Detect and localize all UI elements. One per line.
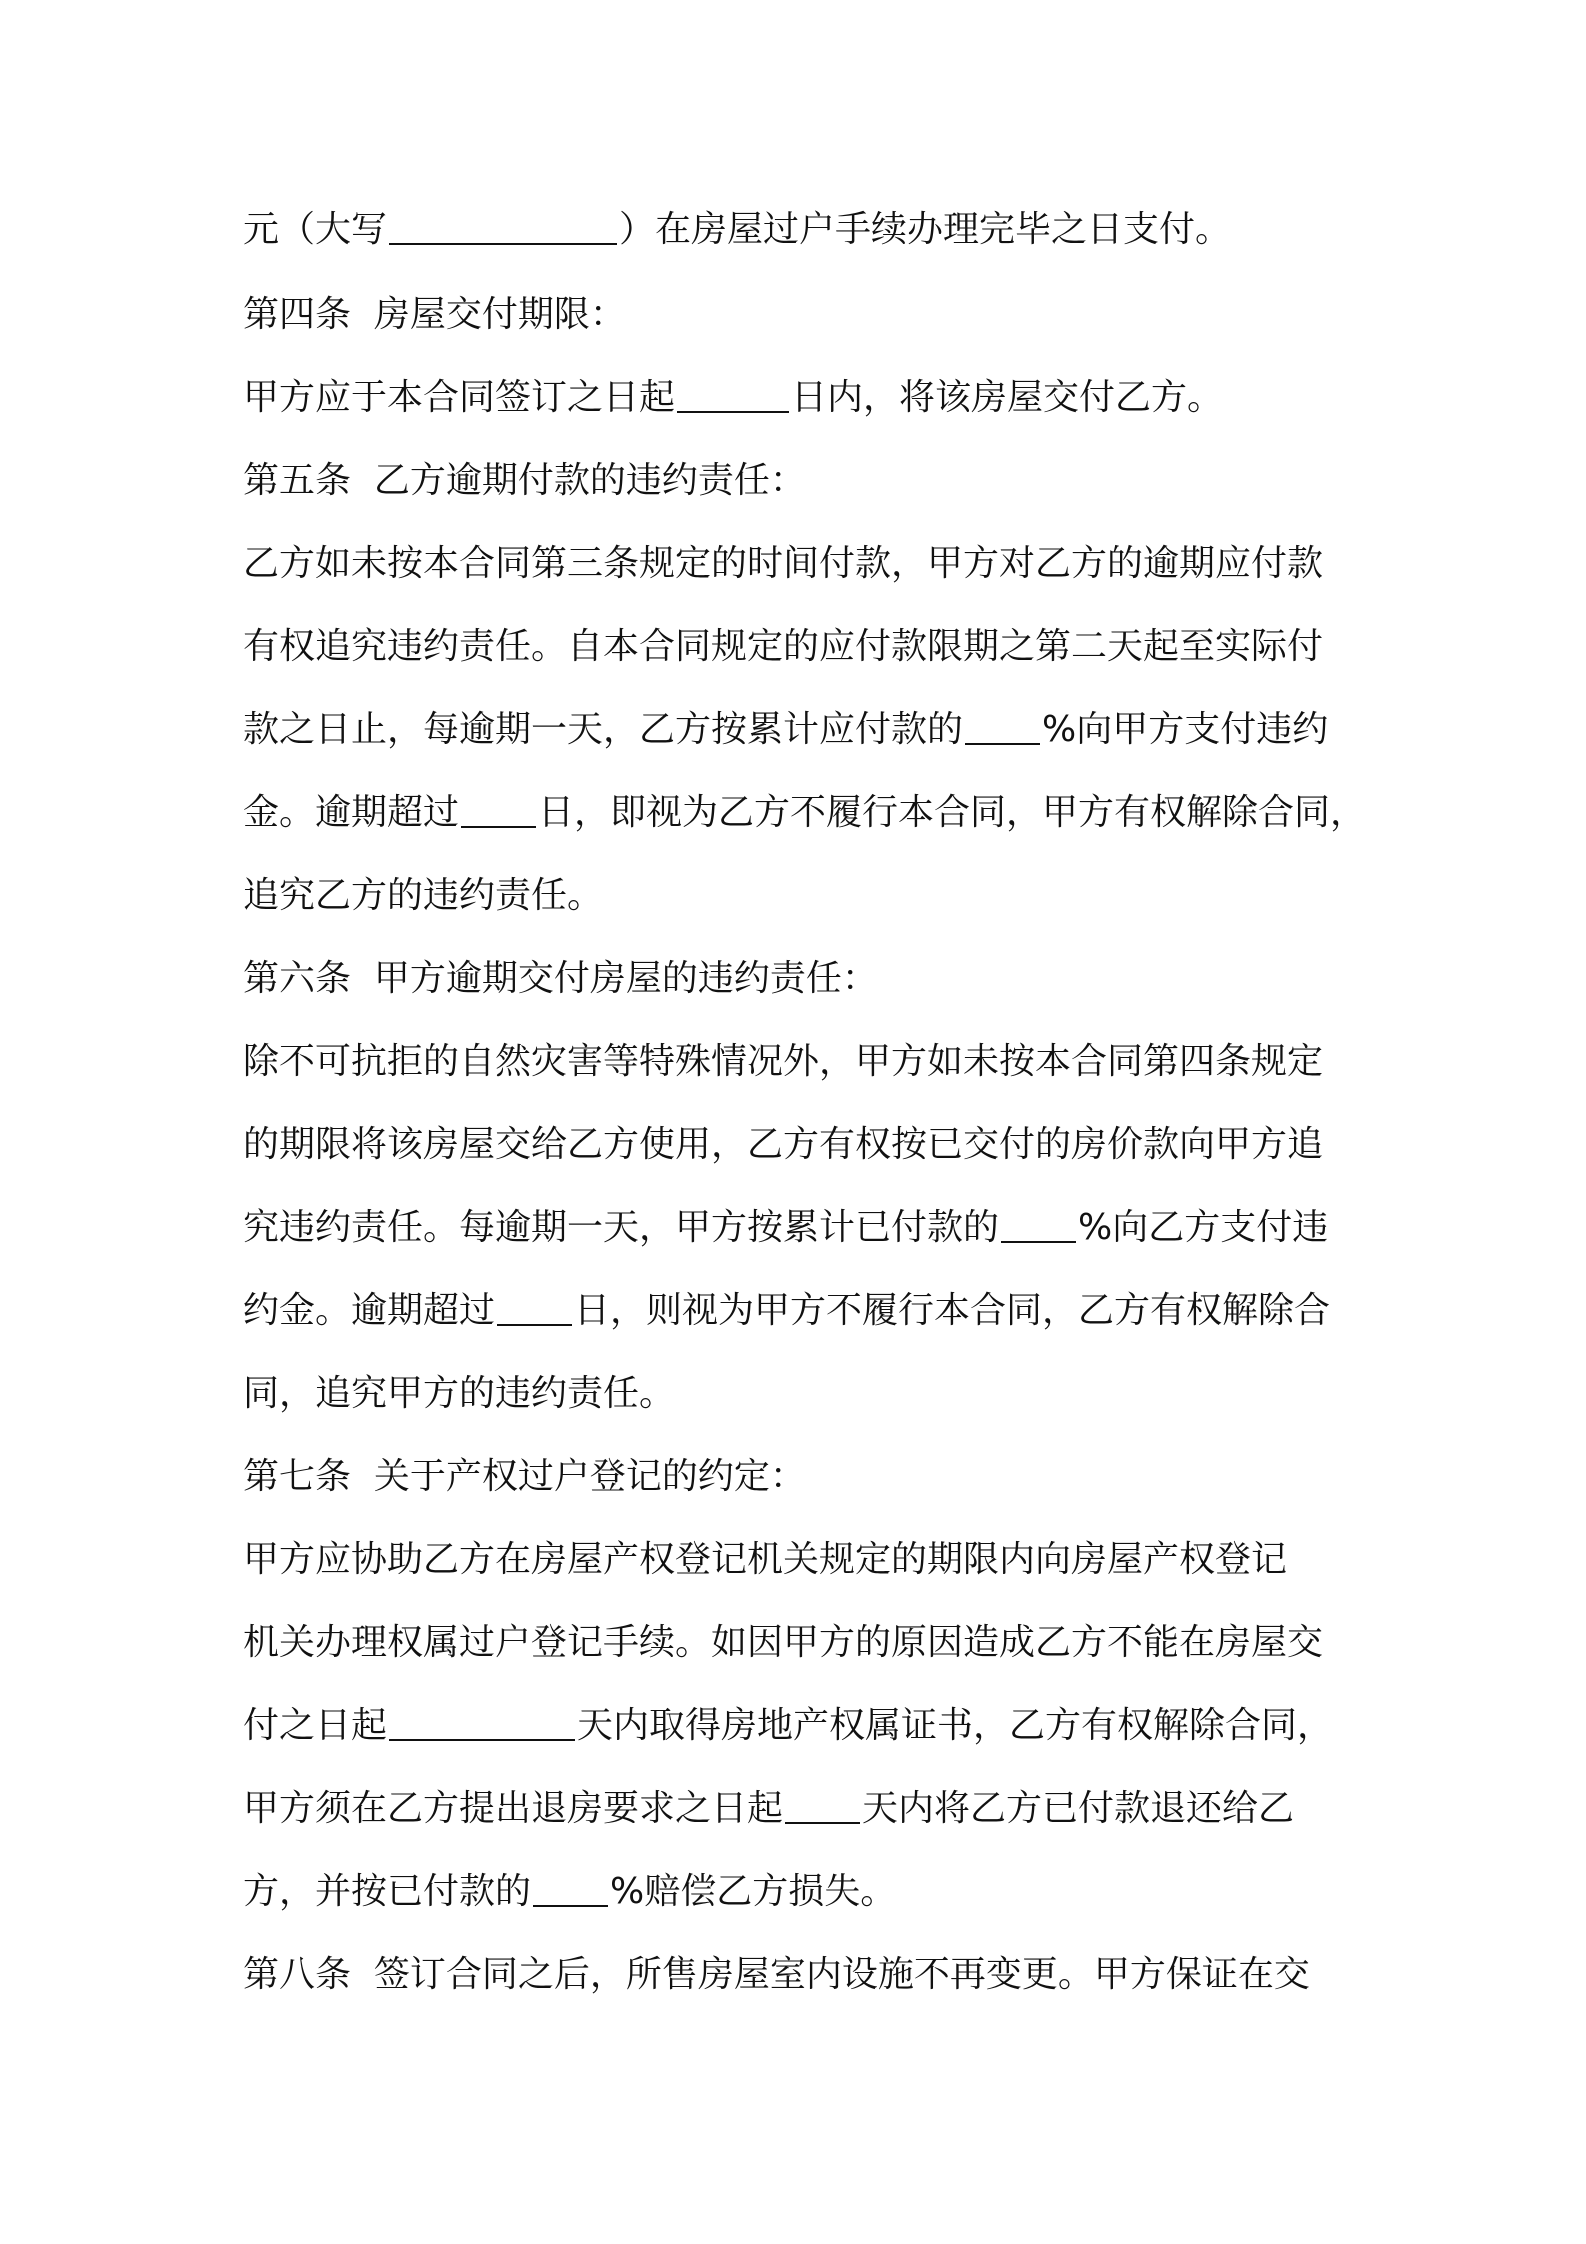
text-line: 元（大写 ）在房屋过户手续办理完毕之日支付。 xyxy=(243,209,1232,250)
text-line: 除不可抗拒的自然灾害等特殊情况外，甲方如未按本合同第四条规定 xyxy=(243,1041,1324,1082)
text-line: 的期限将该房屋交给乙方使用，乙方有权按已交付的房价款向甲方追 xyxy=(243,1124,1324,1165)
fill-in-blank xyxy=(785,1786,860,1824)
text-line: 乙方如未按本合同第三条规定的时间付款，甲方对乙方的逾期应付款 xyxy=(243,543,1324,584)
fill-in-blank xyxy=(389,1703,575,1741)
text-line: 方，并按已付款的 %赔偿乙方损失。 xyxy=(243,1871,897,1912)
text-line: 款之日止，每逾期一天，乙方按累计应付款的 %向甲方支付违约 xyxy=(243,709,1329,750)
text-line: 甲方应于本合同签订之日起 日内，将该房屋交付乙方。 xyxy=(243,377,1224,418)
text-line: 追究乙方的违约责任。 xyxy=(243,875,604,916)
article-heading: 第五条 乙方逾期付款的违约责任： xyxy=(243,460,806,501)
text-line: 同，追究甲方的违约责任。 xyxy=(243,1373,676,1414)
text-line: 甲方应协助乙方在房屋产权登记机关规定的期限内向房屋产权登记 xyxy=(243,1539,1288,1580)
article-heading: 第七条 关于产权过户登记的约定： xyxy=(243,1456,806,1497)
text-line: 约金。逾期超过 日，则视为甲方不履行本合同，乙方有权解除合 xyxy=(243,1290,1331,1331)
fill-in-blank xyxy=(497,1288,572,1326)
fill-in-blank xyxy=(677,375,789,413)
article-heading: 第六条 甲方逾期交付房屋的违约责任： xyxy=(243,958,878,999)
text-line: 究违约责任。每逾期一天，甲方按累计已付款的 %向乙方支付违 xyxy=(243,1207,1329,1248)
article-heading: 第四条 房屋交付期限： xyxy=(243,294,626,335)
text-line: 有权追究违约责任。自本合同规定的应付款限期之第二天起至实际付 xyxy=(243,626,1324,667)
fill-in-blank xyxy=(1001,1205,1076,1243)
fill-in-blank xyxy=(533,1869,608,1907)
text-line: 甲方须在乙方提出退房要求之日起 天内将乙方已付款退还给乙 xyxy=(243,1788,1295,1829)
text-line: 金。逾期超过 日，即视为乙方不履行本合同，甲方有权解除合同， xyxy=(243,792,1367,833)
fill-in-blank xyxy=(389,207,617,245)
fill-in-blank xyxy=(965,707,1040,745)
fill-in-blank xyxy=(461,790,536,828)
text-line: 付之日起 天内取得房地产权属证书，乙方有权解除合同， xyxy=(243,1705,1334,1746)
article-heading: 第八条 签订合同之后，所售房屋室内设施不再变更。甲方保证在交 xyxy=(243,1954,1310,1995)
text-line: 机关办理权属过户登记手续。如因甲方的原因造成乙方不能在房屋交 xyxy=(243,1622,1324,1663)
